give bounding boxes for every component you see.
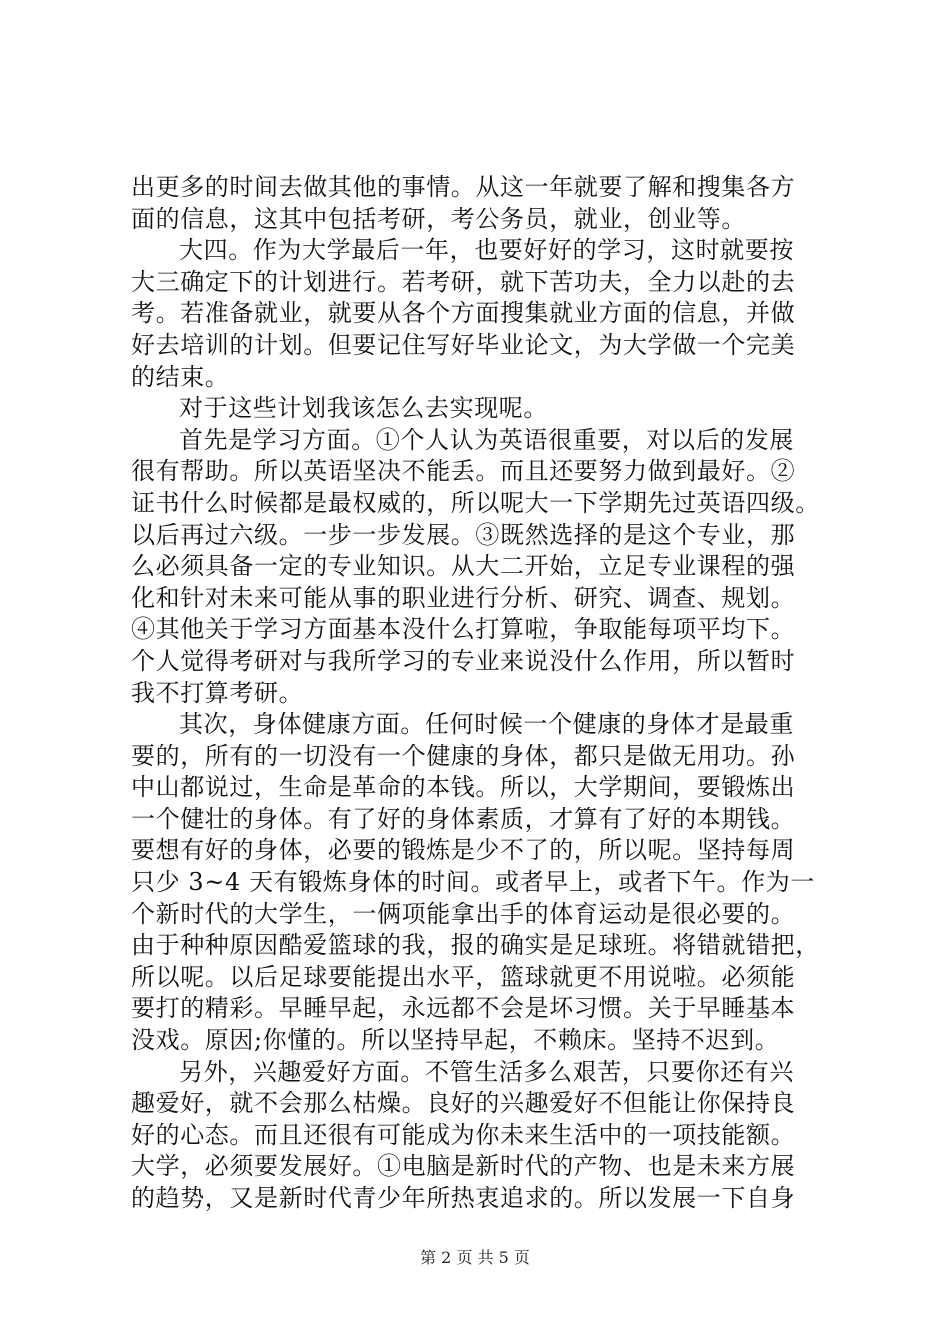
text-line: 只少 3~4 天有锻炼身体的时间。或者早上，或者下午。作为一 xyxy=(131,868,815,897)
text-line: 首先是学习方面。①个人认为英语很重要，对以后的发展 xyxy=(179,425,794,454)
text-line: 面的信息，这其中包括考研，考公务员，就业，创业等。 xyxy=(131,204,746,233)
text-line: 要想有好的身体，必要的锻炼是少不了的，所以呢。坚持每周 xyxy=(131,836,796,865)
text-line: 要的，所有的一切没有一个健康的身体，都只是做无用功。孙 xyxy=(131,741,796,770)
text-line: 很有帮助。所以英语坚决不能丢。而且还要努力做到最好。② xyxy=(131,457,796,486)
text-line: 化和针对未来可能从事的职业进行分析、研究、调查、规划。 xyxy=(131,583,796,612)
text-line: 出更多的时间去做其他的事情。从这一年就要了解和搜集各方 xyxy=(131,173,796,201)
document-body xyxy=(131,172,826,1215)
text-line: 我不打算考研。 xyxy=(131,678,304,707)
text-line: 另外，兴趣爱好方面。不管生活多么艰苦，只要你还有兴 xyxy=(179,1057,794,1086)
text-line: 中山都说过，生命是革命的本钱。所以，大学期间，要锻炼出 xyxy=(131,773,796,802)
page-footer: 第 2 页 共 5 页 xyxy=(420,1248,530,1267)
text-line: 没戏。原因;你懂的。所以坚持早起，不赖床。坚持不迟到。 xyxy=(131,1026,780,1055)
text-line: 以后再过六级。一步一步发展。③既然选择的是这个专业，那 xyxy=(131,520,796,549)
text-line: 其次，身体健康方面。任何时候一个健康的身体才是最重 xyxy=(179,710,794,739)
text-line: 个新时代的大学生，一俩项能拿出手的体育运动是很必要的。 xyxy=(131,899,796,928)
text-line: 考。若准备就业，就要从各个方面搜集就业方面的信息，并做 xyxy=(131,299,796,328)
text-line: 的趋势，又是新时代青少年所热衷追求的。所以发展一下自身 xyxy=(131,1184,796,1212)
text-line: 的结束。 xyxy=(131,362,230,391)
text-line: ④其他关于学习方面基本没什么打算啦，争取能每项平均下。 xyxy=(131,615,796,644)
text-line: 好的心态。而且还很有可能成为你未来生活中的一项技能额。 xyxy=(131,1120,796,1149)
text-line: 所以呢。以后足球要能提出水平，篮球就更不用说啦。必须能 xyxy=(131,962,796,991)
text-line: 好去培训的计划。但要记住写好毕业论文，为大学做一个完美 xyxy=(131,330,796,359)
text-line: 证书什么时候都是最权威的，所以呢大一下学期先过英语四级。 xyxy=(131,488,820,517)
text-line: 一个健壮的身体。有了好的身体素质，才算有了好的本期钱。 xyxy=(131,804,796,833)
text-line: 大四。作为大学最后一年，也要好好的学习，这时就要按 xyxy=(179,236,794,265)
text-line: 由于种种原因酷爱篮球的我，报的确实是足球班。将错就错把， xyxy=(131,931,820,960)
text-line: 对于这些计划我该怎么去实现呢。 xyxy=(179,394,548,423)
text-line: 大三确定下的计划进行。若考研，就下苦功夫，全力以赴的去 xyxy=(131,267,796,296)
text-line: 个人觉得考研对与我所学习的专业来说没什么作用，所以暂时 xyxy=(131,646,796,675)
text-line: 要打的精彩。早睡早起，永远都不会是坏习惯。关于早睡基本 xyxy=(131,994,796,1023)
text-line: 大学，必须要发展好。①电脑是新时代的产物、也是未来方展 xyxy=(131,1152,796,1181)
text-line: 趣爱好，就不会那么枯燥。良好的兴趣爱好不但能让你保持良 xyxy=(131,1089,796,1118)
text-line: 么必须具备一定的专业知识。从大二开始，立足专业课程的强 xyxy=(131,552,796,581)
